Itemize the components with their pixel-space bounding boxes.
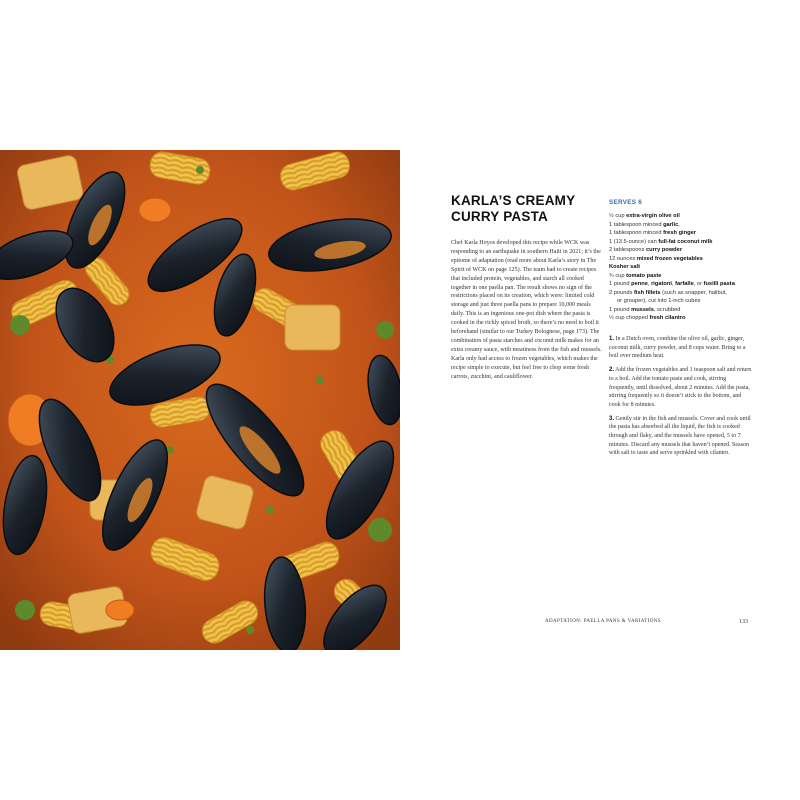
ingredient-text: 1 tablespoon minced <box>609 230 664 236</box>
method-steps <box>609 335 753 463</box>
ingredient-item <box>609 289 754 298</box>
ingredient-item <box>609 263 754 272</box>
ingredient-text: ½ cup <box>609 213 627 219</box>
step-number: 3. <box>609 415 615 422</box>
ingredient-text: ½ cup chopped <box>609 315 650 321</box>
ingredient-item <box>609 280 754 289</box>
ingredient-text: 1 pound <box>609 306 632 313</box>
ingredient-text: 12 ounces <box>609 255 637 262</box>
ingredient-item <box>609 272 754 281</box>
ingredient-item <box>609 238 754 247</box>
ingredient-name: tomato paste <box>626 272 662 279</box>
ingredient-name: full-fat coconut milk <box>658 238 713 245</box>
ingredient-name: fusilli pasta <box>703 281 735 287</box>
ingredient-text: 1 (13.5-ounce) can <box>609 238 659 245</box>
ingredient-name: curry powder <box>646 247 683 253</box>
ingredient-list <box>609 212 754 323</box>
ingredient-item <box>609 297 754 306</box>
ingredient-name: Kosher salt <box>609 264 640 270</box>
ingredient-name: penne <box>631 281 648 287</box>
ingredient-name: fresh ginger <box>663 230 696 236</box>
ingredient-text: , <box>678 221 680 228</box>
ingredient-text: or grouper), cut into 1-inch cubes <box>617 298 701 304</box>
ingredient-text: , <box>671 281 676 287</box>
method-step <box>609 415 753 459</box>
ingredient-text: ¾ cup <box>609 272 627 279</box>
step-number: 1. <box>609 336 615 342</box>
ingredient-name: mussels <box>631 306 654 313</box>
ingredient-text: 1 pound <box>609 281 632 287</box>
step-text: Gently stir in the fish and mussels. Cover and cook until the pasta has absorbed all the liquid, the fish is cooked through and flaky, and the mussels have opened, 5 to 7 minutes. Discard any mussels that haven’t opened. Season with salt to taste and serve sprinkled with cilantro. <box>609 415 751 457</box>
ingredient-item <box>609 314 754 323</box>
ingredient-name: fresh cilantro <box>649 315 686 321</box>
ingredient-item <box>609 306 754 315</box>
ingredient-name: rigatoni <box>651 281 672 287</box>
ingredient-item <box>609 221 754 230</box>
food-photo <box>0 150 400 650</box>
ingredient-name: fish fillets <box>633 289 661 296</box>
ingredient-name: mixed frozen vegetables <box>636 255 703 262</box>
step-number: 2. <box>609 367 615 374</box>
section-footer: ADAPTATION: PAELLA PANS & VARIATIONS <box>545 619 661 624</box>
method-step <box>609 366 753 410</box>
recipe-title: KARLA’S CREAMY CURRY PASTA <box>451 193 576 224</box>
curry-pasta-image <box>0 150 400 650</box>
ingredient-name: farfalle <box>675 281 694 287</box>
serves-label: SERVES 6 <box>609 199 643 206</box>
ingredient-text: , scrubbed <box>653 306 681 313</box>
ingredient-text: 2 tablespoons <box>609 247 646 253</box>
ingredient-item <box>609 229 754 238</box>
ingredient-item <box>609 246 754 255</box>
ingredient-text: 1 tablespoon minced <box>609 221 664 228</box>
ingredient-item <box>609 255 754 264</box>
ingredient-text: , <box>647 281 652 287</box>
step-text: In a Dutch oven, combine the olive oil, garlic, ginger, coconut milk, curry powder, and 8 cups water. Bring to a boil over medium heat. <box>609 336 746 360</box>
ingredient-name: garlic <box>663 221 679 228</box>
ingredient-text: , or <box>693 281 704 287</box>
page-number: 133 <box>739 619 748 625</box>
recipe-intro <box>451 239 603 382</box>
ingredient-text: (such as snapper, halibut, <box>660 289 727 296</box>
method-step <box>609 335 753 361</box>
ingredient-item <box>609 212 754 221</box>
intro-paragraph: Chef Karla Hoyos developed this recipe while WCK was responding to an earthquake in southern Haiti in 2021; it’s the epitome of adaptation (read more about Karla’s story in The Spirit of WCK on page 125). The team had to create recipes that included protein, vegetables, and starch all cooked together in one paella pan. The result shows no sign of the restrictions placed on its creation, which were: limited cold storage and just three paella pans to prepare 10,000 meals daily. This is an ingenious one-pot dish where the pasta is cooked in the richly spiced broth, so there’s no need to boil it beforehand (similar to our Turkey Bolognese, page 173). The combination of pasta starches and coconut milk makes for an extra creamy sauce, with meatiness from the fish and mussels. Karla only had access to frozen vegetables, which makes the recipe simple to execute, but feel free to chop some fresh carrots, zucchini, and cauliflower. <box>451 240 602 380</box>
step-text: Add the frozen vegetables and 1 teaspoon salt and return to a boil. Add the tomato paste and cook, stirring frequently, until dissolved, about 2 minutes. Add the pasta, stirring frequently so it doesn’t stick to the bottom, and cook for 8 minutes. <box>609 367 752 408</box>
ingredient-name: extra-virgin olive oil <box>626 213 680 219</box>
ingredient-text: 2 pounds <box>609 289 634 296</box>
